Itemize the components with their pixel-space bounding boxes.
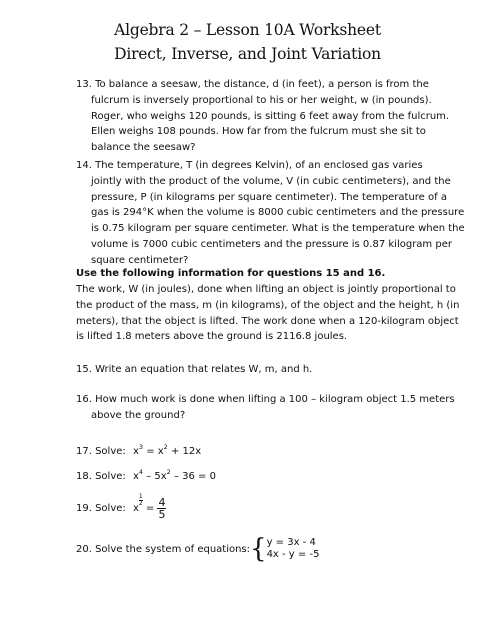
question-17-label: 17. Solve:: [76, 446, 126, 457]
question-20-label: 20. Solve the system of equations:: [76, 544, 251, 555]
worksheet-subtitle: Direct, Inverse, and Joint Variation: [114, 45, 381, 63]
question-18: [76, 469, 468, 485]
question-19: [76, 494, 468, 520]
question-18-label: 18. Solve:: [76, 471, 126, 482]
info-heading: Use the following information for questions 15 and 16.: [76, 268, 386, 279]
question-16-rest: above the ground?: [91, 409, 186, 421]
info-body: The work, W (in joules), done when lifting an object is jointly proportional to the product of the mass, m (in kilograms), of the object and the height, h (in meters), that the object is lifted. The work done when a 120-kilogram object is lifted 1.8 meters above the ground is 2116.8 joules.: [76, 284, 460, 343]
question-16: [76, 392, 466, 424]
question-19-fraction: $\frac{4}{5}$: [158, 495, 166, 521]
question-17: [76, 444, 468, 460]
question-13: [76, 77, 466, 156]
system-brace: {: [250, 534, 267, 564]
question-14-line1: 14. The temperature, T (in degrees Kelvin), of an enclosed gas varies: [76, 160, 423, 171]
question-14: [76, 158, 466, 269]
system-equation-2: 4x - y = -5: [266, 549, 320, 560]
question-18-equation: $x^4 - 5x^2 - 36 = 0$: [132, 468, 216, 482]
question-16-line1: 16. How much work is done when lifting a 100 – kilogram object 1.5 meters: [76, 394, 455, 405]
question-19-exponent: $\frac{1}{2}$: [138, 493, 143, 507]
system-equation-1: y = 3x - 4: [266, 537, 316, 548]
question-17-equation: $x^3 = x^2 + 12x$: [132, 443, 202, 457]
question-15: 15. Write an equation that relates W, m, and h.: [76, 364, 313, 375]
question-19-label: 19. Solve:: [76, 503, 126, 514]
question-20: [76, 536, 468, 562]
question-19-equation: x $\frac{1}{2}$ = $\frac{4}{5}$: [132, 493, 166, 521]
worksheet-title: Algebra 2 – Lesson 10A Worksheet: [114, 21, 381, 39]
equation-system: [267, 537, 320, 561]
question-14-rest: jointly with the product of the volume, V (in cubic centimeters), and the pressure, P (in kilograms per square centimeter). The temperature of a gas is 294°K when the volume is 8000 cubic centimeters and the pressure is 0.75 kilogram per square centimeter. What is the temperature when the volume is 7000 cubic centimeters and the pressure is 0.87 kilogram per square centimeter?: [91, 175, 465, 266]
question-13-line1: 13. To balance a seesaw, the distance, d (in feet), a person is from the: [76, 79, 429, 90]
question-13-rest: fulcrum is inversely proportional to his or her weight, w (in pounds). Roger, who weighs 120 pounds, is sitting 6 feet away from the fulcrum. Ellen weighs 108 pounds. How far from the fulcrum must she sit to balance the seesaw?: [91, 94, 450, 154]
